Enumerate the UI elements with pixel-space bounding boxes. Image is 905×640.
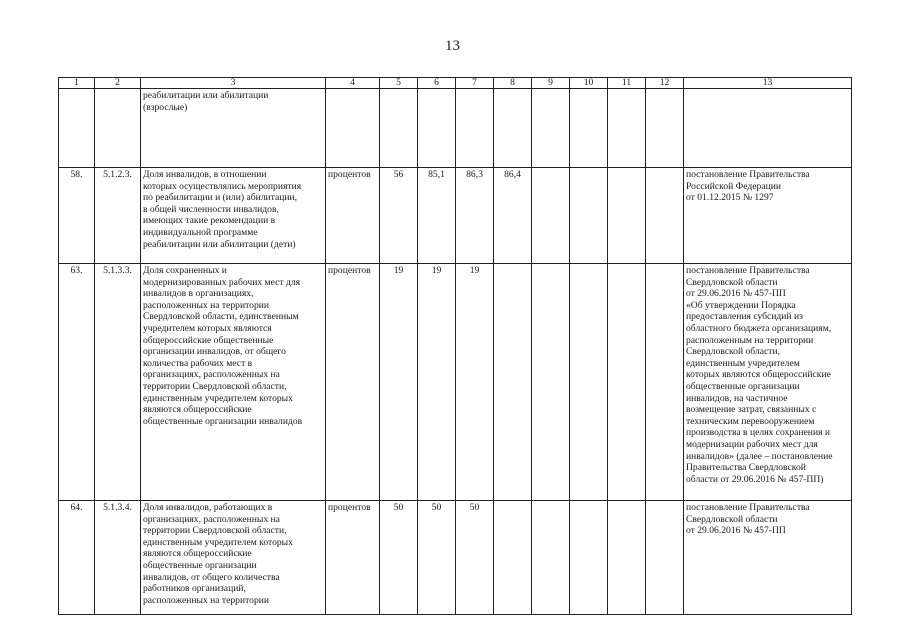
value-col-5: 56 <box>380 168 418 264</box>
source-document: постановление Правительства Российской Федерации от 01.12.2015 № 1297 <box>684 168 852 264</box>
value-col-11 <box>608 264 646 501</box>
value-col-12 <box>646 89 684 168</box>
table-row <box>59 168 852 264</box>
value-col-7 <box>456 89 494 168</box>
indicator-name: Доля инвалидов, в отношении которых осуществлялись мероприятия по реабилитации и (или) абилитации, в общей численности инвалидов, имеющих такие рекомендации в индивидуальной программе реабилитации или абилитации (дети) <box>141 168 326 264</box>
column-header: 8 <box>494 78 532 89</box>
table-header-row <box>59 78 852 89</box>
value-col-8 <box>494 264 532 501</box>
column-header: 13 <box>684 78 852 89</box>
value-col-12 <box>646 501 684 615</box>
value-col-10 <box>570 264 608 501</box>
value-col-7: 50 <box>456 501 494 615</box>
column-header: 2 <box>95 78 141 89</box>
value-col-10 <box>570 168 608 264</box>
value-col-7: 19 <box>456 264 494 501</box>
value-col-11 <box>608 89 646 168</box>
value-col-10 <box>570 89 608 168</box>
indicator-name: Доля сохраненных и модернизированных рабочих мест для инвалидов в организациях, расположенных на территории Свердловской области, единственным учредителем которых являются общероссийские общественные организации инвалидов, от общего количества рабочих мест в организациях, расположенных на территории Свердловской области, единственным учредителем которых являются общероссийские общественные организации инвалидов <box>141 264 326 501</box>
indicator-code: 5.1.2.3. <box>95 168 141 264</box>
indicator-name: Доля инвалидов, работающих в организациях, расположенных на территории Свердловской области, единственным учредителем которых являются общероссийские общественные организации инвалидов, от общего количества работников организаций, расположенных на территории <box>141 501 326 615</box>
table-row <box>59 264 852 501</box>
indicator-table <box>58 77 852 615</box>
value-col-11 <box>608 501 646 615</box>
indicator-code: 5.1.3.4. <box>95 501 141 615</box>
table-row <box>59 501 852 615</box>
source-document <box>684 89 852 168</box>
unit-of-measure <box>326 89 380 168</box>
unit-of-measure: процентов <box>326 168 380 264</box>
column-header: 12 <box>646 78 684 89</box>
column-header: 4 <box>326 78 380 89</box>
value-col-8 <box>494 89 532 168</box>
value-col-5 <box>380 89 418 168</box>
row-number <box>59 89 95 168</box>
row-number: 64. <box>59 501 95 615</box>
value-col-6: 85,1 <box>418 168 456 264</box>
column-header: 9 <box>532 78 570 89</box>
column-header: 6 <box>418 78 456 89</box>
value-col-12 <box>646 168 684 264</box>
source-document: постановление Правительства Свердловской области от 29.06.2016 № 457-ПП <box>684 501 852 615</box>
value-col-12 <box>646 264 684 501</box>
value-col-9 <box>532 168 570 264</box>
source-document: постановление Правительства Свердловской области от 29.06.2016 № 457-ПП «Об утверждении Порядка предоставления субсидий из областного бюджета организациям, расположенным на территории Свердловской области, единственным учредителем которых являются общероссийские общественные организации инвалидов, на частичное возмещение затрат, связанных с техническим перевооружением производства в целях сохранения и модернизации рабочих мест для инвалидов» (далее – постановление Правительства Свердловской области от 29.06.2016 № 457-ПП) <box>684 264 852 501</box>
column-header: 1 <box>59 78 95 89</box>
value-col-8 <box>494 501 532 615</box>
value-col-7: 86,3 <box>456 168 494 264</box>
row-number: 63. <box>59 264 95 501</box>
value-col-6 <box>418 89 456 168</box>
indicator-name: реабилитации или абилитации (взрослые) <box>141 89 326 168</box>
row-number: 58. <box>59 168 95 264</box>
value-col-6: 19 <box>418 264 456 501</box>
value-col-9 <box>532 501 570 615</box>
value-col-11 <box>608 168 646 264</box>
page-number: 13 <box>445 38 460 54</box>
column-header: 7 <box>456 78 494 89</box>
unit-of-measure: процентов <box>326 501 380 615</box>
column-header: 3 <box>141 78 326 89</box>
column-header: 11 <box>608 78 646 89</box>
indicator-code: 5.1.3.3. <box>95 264 141 501</box>
value-col-9 <box>532 264 570 501</box>
value-col-8: 86,4 <box>494 168 532 264</box>
indicator-code <box>95 89 141 168</box>
unit-of-measure: процентов <box>326 264 380 501</box>
table-row <box>59 89 852 168</box>
value-col-5: 19 <box>380 264 418 501</box>
value-col-5: 50 <box>380 501 418 615</box>
column-header: 5 <box>380 78 418 89</box>
value-col-6: 50 <box>418 501 456 615</box>
value-col-9 <box>532 89 570 168</box>
value-col-10 <box>570 501 608 615</box>
column-header: 10 <box>570 78 608 89</box>
